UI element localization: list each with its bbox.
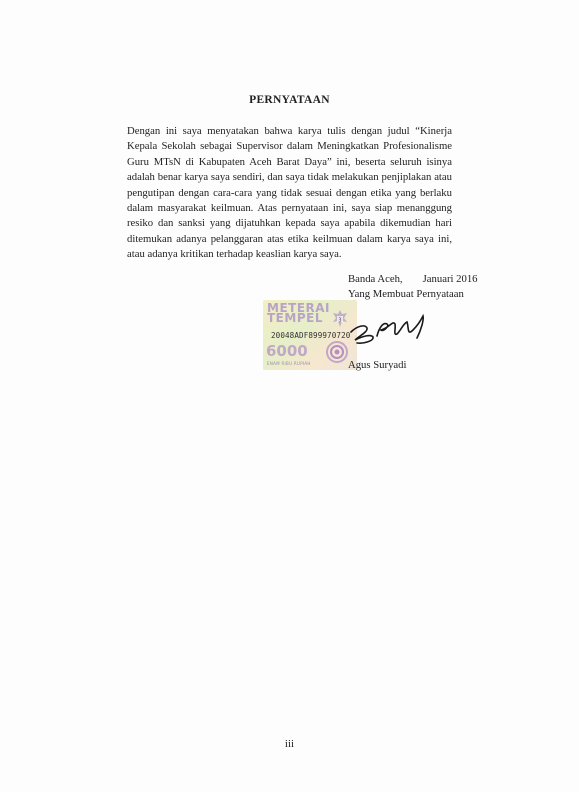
signer-name: Agus Suryadi — [348, 359, 407, 371]
place-date-line — [348, 272, 478, 287]
signature-block — [348, 272, 478, 302]
page-title: PERNYATAAN — [249, 94, 330, 106]
page-number: iii — [284, 738, 295, 750]
signer-role: Yang Membuat Pernyataan — [348, 288, 464, 300]
stamp-serial-number: 20048ADF899970720 — [271, 331, 351, 340]
stamp-value: 6000 — [266, 342, 308, 360]
stamp-title: METERAI TEMPEL — [267, 301, 331, 325]
statement-paragraph: Dengan ini saya menyatakan bahwa karya tulis dengan judul “Kinerja Kepala Sekolah sebagai Supervisor dalam Meningkatkan Profesionalisme Guru MTsN di Kabupaten Aceh Barat Daya” ini, beserta seluruh isinya adalah benar karya saya sendiri, dan saya tidak melakukan penjiplakan atau pengutipan dengan cara-cara yang tidak sesuai dengan etika yang berlaku dalam masyarakat keilmuan. Atas pernyataan ini, saya siap menanggung resiko dan sanksi yang dijatuhkan kepada saya apabila dikemudian hari ditemukan adanya pelanggaran atas etika keilmuan dalam karya saya ini, atau adanya kritikan terhadap keaslian karya saya. — [127, 125, 452, 261]
sign-date: Januari 2016 — [422, 273, 478, 285]
sign-place: Banda Aceh, — [348, 273, 403, 285]
svg-text:3: 3 — [338, 317, 342, 324]
handwritten-signature — [343, 306, 433, 350]
stamp-value-words: ENAM RIBU RUPIAH — [267, 361, 311, 366]
